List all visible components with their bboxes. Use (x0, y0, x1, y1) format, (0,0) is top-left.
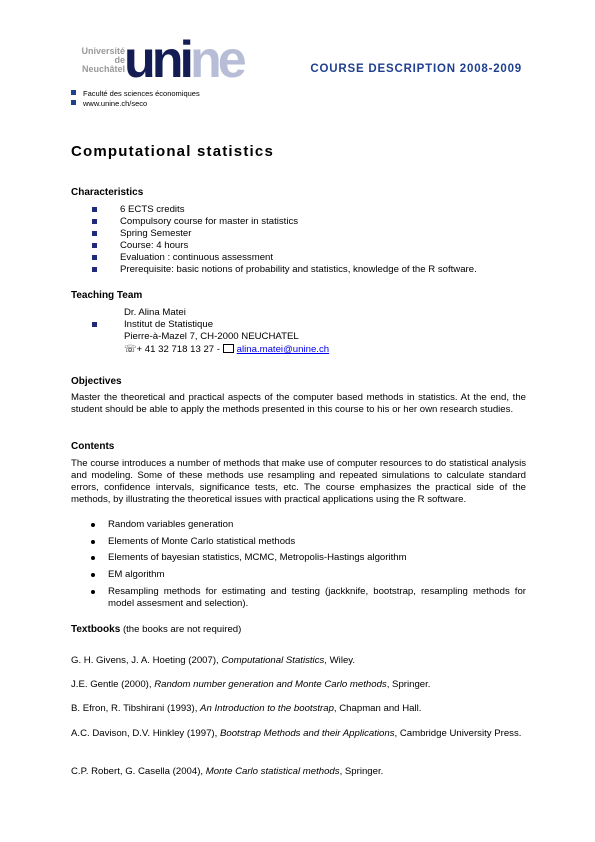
characteristic-item: Course: 4 hours (120, 240, 189, 251)
logo-word-ne: ne (189, 31, 243, 89)
phone-number: + 41 32 718 13 27 - (136, 344, 223, 355)
ref-publisher: , Wiley. (324, 655, 356, 666)
characteristic-item: Evaluation : continuous assessment (120, 252, 274, 263)
ref-title: Random number generation and Monte Carlo methods (154, 679, 387, 690)
square-bullet-icon (92, 231, 97, 236)
contents-item: Resampling methods for estimating and testing (jackknife, bootstrap, resampling methods for model assesment and selection). (108, 586, 526, 609)
ref-authors: J.E. Gentle (2000), (71, 679, 155, 690)
contents-item: EM algorithm (108, 569, 165, 580)
phone-icon: ☏ (124, 344, 137, 355)
ref-authors: A.C. Davison, D.V. Hinkley (1997), (71, 728, 220, 739)
square-bullet-icon (71, 90, 76, 95)
contents-text: The course introduces a number of methods that make use of computer resources to do statistical analysis and modeling. Some of these methods use resampling and repeated simulations to calculate standard errors, confidence intervals, significance tests, etc. The course emphasizes the practical side of the methods, by illustrating the theoretical issues with practical applications using the R software. (71, 458, 526, 505)
bullet-icon (91, 523, 95, 527)
bullet-icon (91, 590, 95, 594)
teacher-name: Dr. Alina Matei (124, 307, 186, 318)
textbooks-heading: Textbooks (71, 624, 121, 635)
reference-item (71, 655, 526, 667)
square-bullet-icon (92, 322, 97, 327)
page-title: Computational statistics (71, 143, 274, 160)
characteristic-item: Spring Semester (120, 228, 192, 239)
bullet-icon (91, 573, 95, 577)
logo-university-text (71, 47, 125, 74)
textbooks-note: (the books are not required) (120, 624, 242, 635)
objectives-heading: Objectives (71, 376, 122, 387)
objectives-text: Master the theoretical and practical aspects of the computer based methods in statistics. At the end, the student should be able to apply the methods presented in this course to his or her own research studies. (71, 392, 526, 415)
characteristic-item: Prerequisite: basic notions of probability and statistics, knowledge of the R software. (120, 264, 477, 275)
square-bullet-icon (92, 267, 97, 272)
ref-authors: G. H. Givens, J. A. Hoeting (2007), (71, 655, 222, 666)
ref-publisher: , Chapman and Hall. (333, 703, 422, 714)
characteristic-item: Compulsory course for master in statistics (120, 216, 299, 227)
email-link[interactable]: alina.matei@unine.ch (236, 344, 330, 355)
ref-publisher: , Cambridge University Press. (394, 728, 522, 739)
ref-publisher: , Springer. (339, 766, 384, 777)
ref-title: Monte Carlo statistical methods (205, 766, 340, 777)
characteristics-heading: Characteristics (71, 187, 144, 198)
contents-item: Elements of Monte Carlo statistical methods (108, 536, 296, 547)
square-bullet-icon (92, 243, 97, 248)
contents-item: Random variables generation (108, 519, 234, 530)
textbooks-header (71, 624, 241, 635)
square-bullet-icon (71, 100, 76, 105)
ref-title: Bootstrap Methods and their Applications (219, 728, 395, 739)
email-icon (223, 344, 234, 353)
unine-logo (124, 31, 243, 89)
header-link-faculty (71, 89, 200, 99)
ref-title: Computational Statistics (221, 655, 325, 666)
website-text[interactable]: www.unine.ch/seco (83, 99, 148, 108)
bullet-icon (91, 540, 95, 544)
faculty-text: Faculté des sciences économiques (83, 89, 200, 98)
bullet-icon (91, 556, 95, 560)
institute-name: Institut de Statistique (124, 319, 214, 330)
ref-authors: B. Efron, R. Tibshirani (1993), (71, 703, 201, 714)
teaching-team-heading: Teaching Team (71, 290, 143, 301)
address: Pierre-à-Mazel 7, CH-2000 NEUCHATEL (124, 331, 299, 342)
reference-item (71, 703, 526, 715)
logo-university-line: Université (81, 46, 125, 56)
header-link-website[interactable] (71, 99, 200, 109)
course-description-heading: COURSE DESCRIPTION 2008-2009 (310, 63, 522, 75)
ref-authors: C.P. Robert, G. Casella (2004), (71, 766, 206, 777)
contact-line (124, 343, 329, 356)
ref-publisher: , Springer. (386, 679, 431, 690)
contents-item: Elements of bayesian statistics, MCMC, Metropolis-Hastings algorithm (108, 552, 407, 563)
characteristic-item: 6 ECTS credits (120, 204, 185, 215)
logo-neuchatel-line: de Neuchâtel (81, 55, 125, 74)
logo-word-uni: uni (124, 31, 190, 89)
reference-item (71, 728, 526, 740)
header-links (71, 89, 200, 109)
ref-title: An Introduction to the bootstrap (200, 703, 334, 714)
square-bullet-icon (92, 207, 97, 212)
reference-item (71, 679, 526, 691)
contents-heading: Contents (71, 441, 115, 452)
square-bullet-icon (92, 219, 97, 224)
reference-item (71, 766, 526, 778)
square-bullet-icon (92, 255, 97, 260)
